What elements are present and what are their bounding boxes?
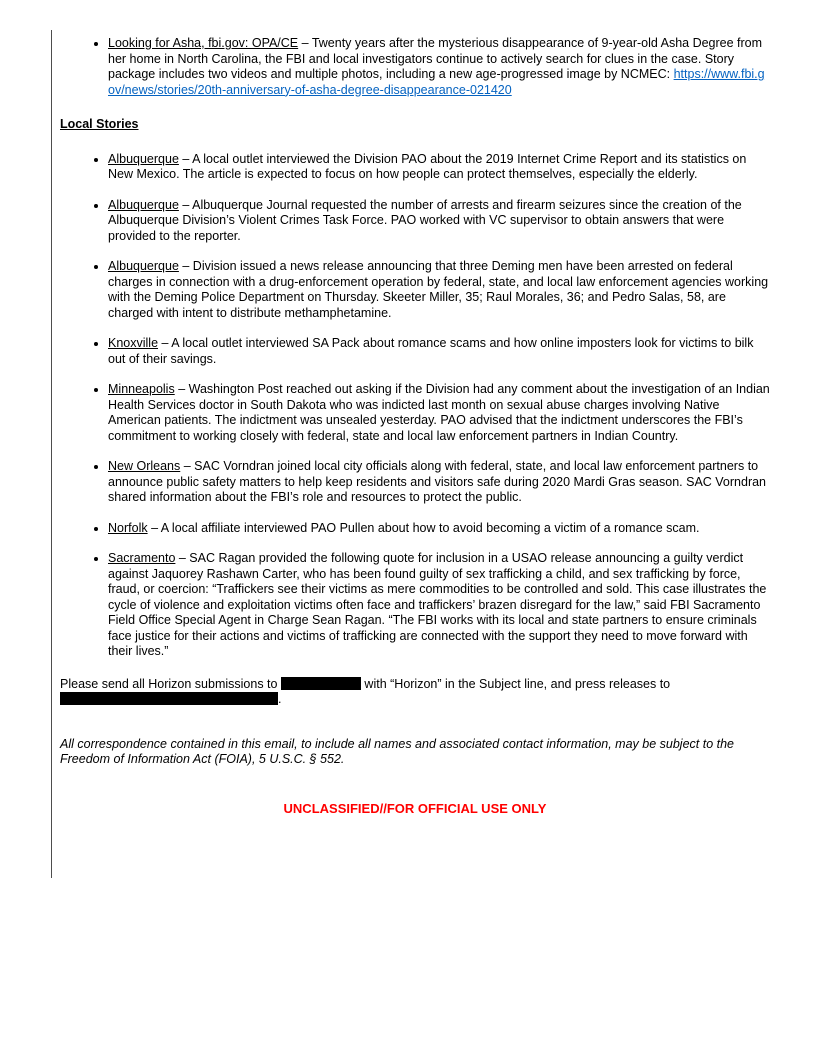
story-body: – Twenty years after the mysterious disappearance of 9-year-old Asha Degree from her home in North Carolina, the FBI and local investigators continue to actively search for clues in the case. Story package includes two videos and multiple photos, including a new age-progressed image by NCMEC:	[108, 36, 763, 81]
story-body: – Albuquerque Journal requested the number of arrests and firearm seizures since the creation of the Albuquerque Division’s Violent Crimes Task Force. PAO worked with VC supervisor to obtain answers that were provided to the reporter.	[108, 197, 742, 243]
classification-banner: UNCLASSIFIED//FOR OFFICIAL USE ONLY	[283, 800, 547, 816]
submission-text-2: with “Horizon” in the Subject line, and press releases to	[360, 676, 671, 691]
redacted-email-2	[60, 692, 278, 705]
story-body: – Washington Post reached out asking if the Division had any comment about the investigation of an Indian Health Services doctor in South Dakota who was indicted last month on sexual abuse charges involving Native American patients. The indictment was unsealed yesterday. PAO advised that the indictment underscores the FBI’s commitment to working closely with federal, state and local law enforcement partners in Indian Country.	[108, 382, 770, 443]
section-heading-local-stories: Local Stories	[60, 117, 139, 131]
story-location: Knoxville	[108, 336, 159, 350]
list-item-norfolk	[108, 521, 770, 537]
submission-text-1: Please send all Horizon submissions to	[60, 676, 281, 691]
story-body: – SAC Vorndran joined local city officials along with federal, state, and local law enforcement partners to announce public safety matters to help keep residents and visitors safe during 2020 Mardi Gras season. SAC Vorndran shared information about the FBI’s role and resources to protect the public.	[108, 459, 767, 504]
story-body: – A local outlet interviewed SA Pack about romance scams and how online imposters look for victims to bilk out of their savings.	[108, 336, 754, 366]
story-location: Minneapolis	[108, 382, 175, 396]
submission-period: .	[278, 692, 282, 706]
foia-notice: All correspondence contained in this email, to include all names and associated contact information, may be subject to the Freedom of Information Act (FOIA), 5 U.S.C. § 552.	[60, 736, 734, 766]
list-item-new-orleans	[108, 459, 770, 506]
story-body: – Division issued a news release announcing that three Deming men have been arrested on federal charges in connection with a drug-enforcement operation by federal, state, and local law enforcement agencies working with the Deming Police Department on Thursday. Skeeter Miller, 35; Raul Morales, 36; and Pedro Salas, 58, are charged with intent to distribute methamphetamine.	[108, 259, 769, 320]
story-location: Norfolk	[108, 520, 148, 535]
story-location: New Orleans	[108, 459, 181, 473]
left-border-line	[51, 30, 52, 878]
top-bullet-list	[60, 36, 770, 98]
story-location: Albuquerque	[108, 197, 179, 212]
story-location: Sacramento	[108, 551, 176, 565]
submission-instructions	[60, 677, 770, 708]
list-item-albuquerque-1	[108, 152, 770, 183]
list-item-albuquerque-3	[108, 259, 770, 321]
list-item-knoxville	[108, 336, 770, 367]
story-body: – A local outlet interviewed the Division PAO about the 2019 Internet Crime Report and its statistics on New Mexico. The article is expected to focus on how people can protect themselves, especially the elderly.	[108, 151, 747, 181]
list-item-albuquerque-2	[108, 198, 770, 245]
story-location: Albuquerque	[108, 151, 179, 166]
story-title: Looking for Asha, fbi.gov: OPA/CE	[108, 36, 299, 50]
fbi-story-link[interactable]: https://www.fbi.gov/news/stories/20th-anniversary-of-asha-degree-disappearance-021420	[108, 67, 765, 97]
story-body: – SAC Ragan provided the following quote for inclusion in a USAO release announcing a guilty verdict against Jaquorey Rashawn Carter, who has been found guilty of sex trafficking a child, and sex trafficking by force, fraud, or coercion: “Traffickers see their victims as mere commodities to be controlled and sold. This case illustrates the cycle of violence and exploitation victims often face and traffickers’ brazen disregard for the law,” said FBI Sacramento Field Office Special Agent in Charge Sean Ragan. “The FBI works with its local and state partners to ensure criminals face justice for their actions and victims of trafficking are connected with the support they need to move forward with their lives.”	[108, 551, 767, 658]
list-item-asha-story	[108, 36, 770, 98]
story-body: – A local affiliate interviewed PAO Pullen about how to avoid becoming a victim of a romance scam.	[147, 520, 700, 535]
story-location: Albuquerque	[108, 259, 179, 273]
local-stories-list	[60, 152, 770, 660]
list-item-sacramento	[108, 551, 770, 660]
redacted-email-1	[281, 677, 361, 690]
list-item-minneapolis	[108, 382, 770, 444]
